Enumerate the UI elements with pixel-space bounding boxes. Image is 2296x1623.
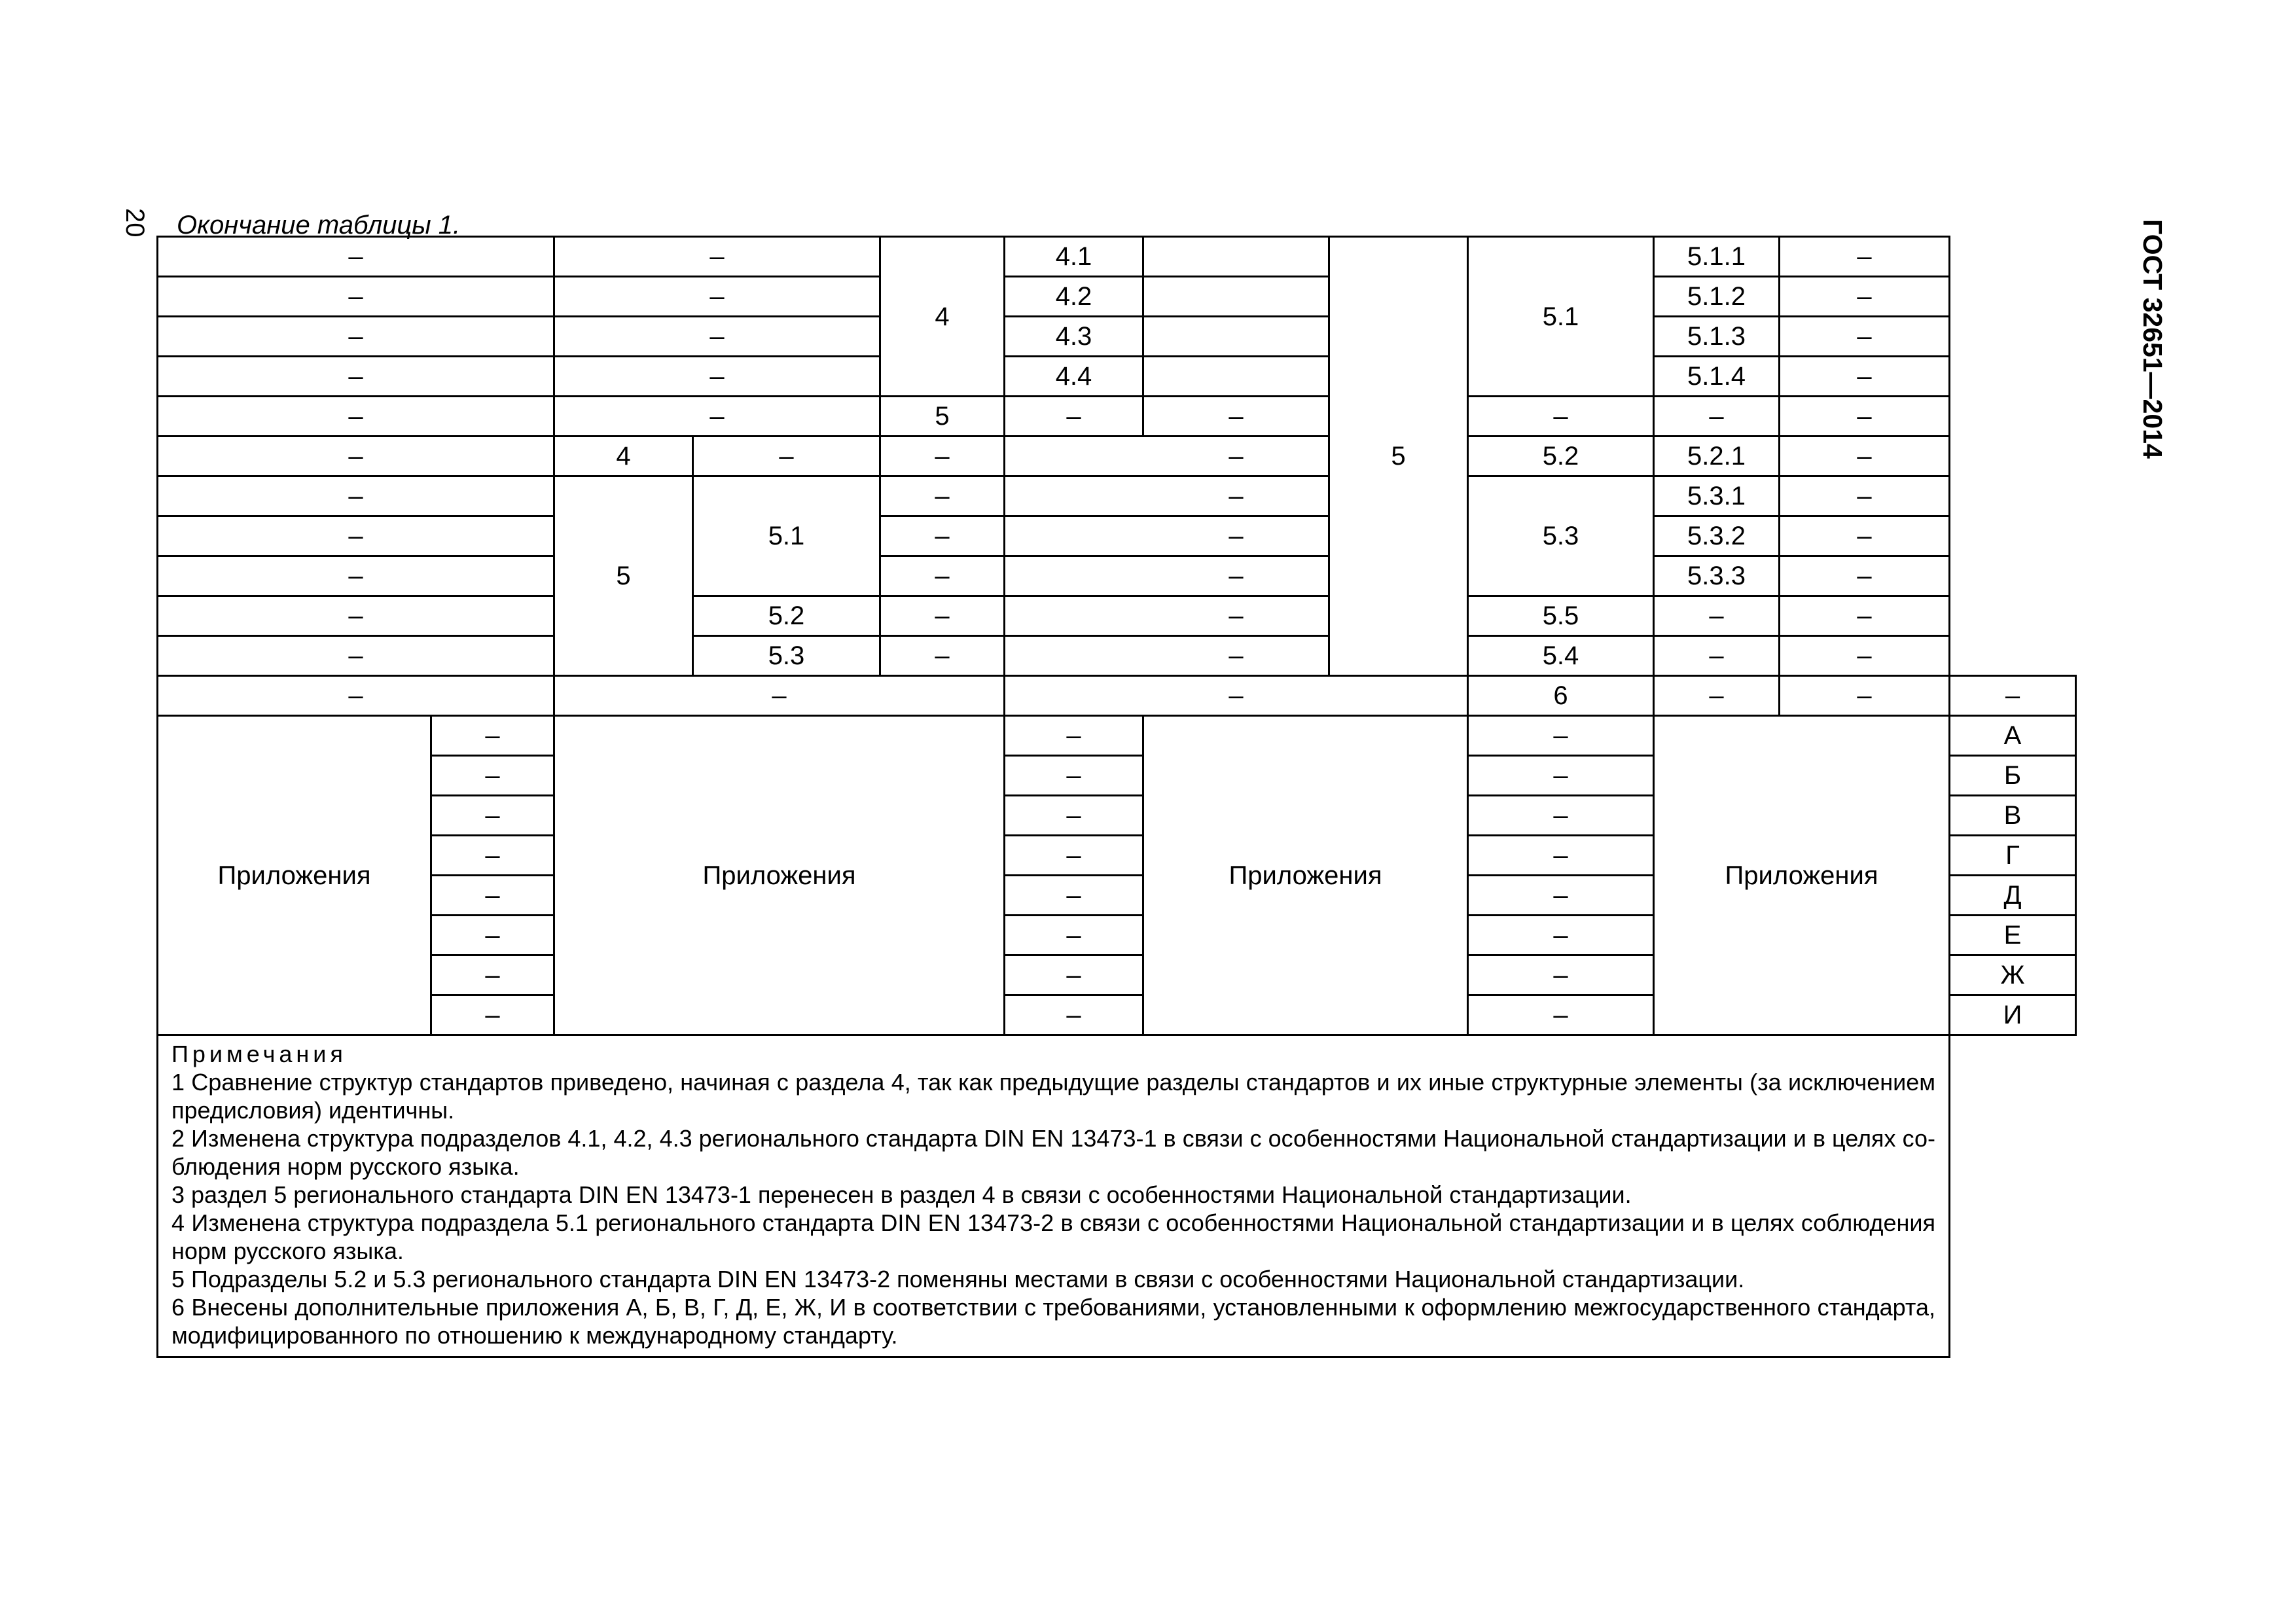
table-cell: 5.3.3 <box>1654 556 1780 596</box>
table-cell: – <box>431 796 554 836</box>
table-cell: – <box>1654 676 1780 716</box>
table-cell: – <box>431 836 554 876</box>
table-cell: – <box>431 756 554 796</box>
table-cell: – <box>158 596 554 636</box>
table-cell: 5.4 <box>1468 636 1654 676</box>
table-cell: – <box>880 437 1005 476</box>
table-cell: 5.1.3 <box>1654 317 1780 357</box>
table-cell: – <box>1468 756 1654 796</box>
table-cell: – <box>880 596 1005 636</box>
appendix-label-cell: Приложения <box>1654 716 1950 1035</box>
table-caption: Окончание таблицы 1. <box>177 211 461 240</box>
table-cell: – <box>554 397 880 437</box>
table-cell: – <box>1468 836 1654 876</box>
table-cell: – <box>158 277 554 317</box>
table-cell: – <box>1780 237 1950 277</box>
note-item: 4 Изменена структура подраздела 5.1 регионального стандарта DIN EN 13473-2 в связи с особенностями Национальной стандартизации и в целях соблюдения норм русского языка. <box>171 1209 1935 1264</box>
table-row <box>158 556 2076 596</box>
table-cell: – <box>554 317 880 357</box>
appendix-letter-cell: Д <box>1950 876 2076 916</box>
table-cell: – <box>1468 716 1654 756</box>
comparison-table <box>156 236 2077 1358</box>
table-cell: – <box>1005 876 1143 916</box>
table-cell: – <box>1780 676 1950 716</box>
note-item: 5 Подразделы 5.2 и 5.3 регионального стандарта DIN EN 13473-2 поменяны местами в связи с особенностями Национальной стандартизации. <box>171 1266 1745 1293</box>
appendix-letter-cell: В <box>1950 796 2076 836</box>
table-cell: – <box>1468 397 1654 437</box>
table-cell: – <box>158 317 554 357</box>
table-cell: – <box>880 476 1005 516</box>
table-cell: 5.3 <box>693 636 880 676</box>
table-row <box>158 716 2076 756</box>
table-cell: – <box>158 636 554 676</box>
table-cell: – <box>1780 437 1950 476</box>
table-row <box>158 596 2076 636</box>
table-cell: – <box>431 716 554 756</box>
table-cell: – <box>1654 636 1780 676</box>
table-cell: – <box>1950 676 2076 716</box>
table-cell: – <box>1780 596 1950 636</box>
table-cell: – <box>158 556 554 596</box>
appendix-letter-cell: А <box>1950 716 2076 756</box>
table-cell: 5.2 <box>1468 437 1654 476</box>
table-cell: – <box>1005 556 1468 596</box>
table-cell: 5.1.4 <box>1654 357 1780 397</box>
table-cell: 4.1 <box>1005 237 1143 277</box>
table-cell: – <box>880 556 1005 596</box>
table-cell: 4 <box>554 437 693 476</box>
table-cell: – <box>158 676 554 716</box>
note-item: 1 Сравнение структур стандартов приведено, начиная с раздела 4, так как предыдущие разделы стандартов и их иные структурные элементы (за исключением предисловия) идентичны. <box>171 1069 1935 1124</box>
table-cell: 5.5 <box>1468 596 1654 636</box>
table-cell: – <box>1780 636 1950 676</box>
table-cell: 5.1.1 <box>1654 237 1780 277</box>
table-cell: – <box>554 357 880 397</box>
table-cell: – <box>1654 397 1780 437</box>
table-cell: – <box>1005 476 1468 516</box>
table-row <box>158 476 2076 516</box>
table-cell: 5.3.2 <box>1654 516 1780 556</box>
table-cell: – <box>1005 916 1143 955</box>
table-cell: – <box>158 397 554 437</box>
table-cell: – <box>1780 397 1950 437</box>
table-cell: – <box>1654 596 1780 636</box>
table-cell: – <box>880 516 1005 556</box>
appendix-letter-cell: И <box>1950 995 2076 1035</box>
table-cell: – <box>1780 317 1950 357</box>
table-cell: – <box>1780 476 1950 516</box>
table-cell: – <box>1005 836 1143 876</box>
table-cell: – <box>1005 676 1468 716</box>
table-row <box>158 437 2076 476</box>
note-item: 3 раздел 5 регионального стандарта DIN EN 13473-1 перенесен в раздел 4 в связи с особенностями Национальной стандартизации. <box>171 1181 1632 1208</box>
table-cell <box>1143 357 1329 397</box>
table-cell: 5.1.2 <box>1654 277 1780 317</box>
table-row <box>158 237 2076 277</box>
appendix-letter-cell: Г <box>1950 836 2076 876</box>
table-cell: – <box>1780 357 1950 397</box>
notes-cell <box>158 1035 1950 1357</box>
appendix-label-cell: Приложения <box>554 716 1005 1035</box>
table-cell: – <box>1468 916 1654 955</box>
table-row <box>158 636 2076 676</box>
table-cell: 4.2 <box>1005 277 1143 317</box>
table-cell: 5 <box>1329 237 1468 676</box>
table-cell: 4.3 <box>1005 317 1143 357</box>
table-cell: – <box>554 237 880 277</box>
table-cell <box>1143 277 1329 317</box>
table-cell: 5.3.1 <box>1654 476 1780 516</box>
table-cell: 5.1 <box>1468 237 1654 397</box>
table-cell: – <box>1005 955 1143 995</box>
table-cell: – <box>1468 955 1654 995</box>
table-row <box>158 397 2076 437</box>
table-cell: – <box>1780 516 1950 556</box>
table-cell: – <box>431 995 554 1035</box>
table-cell: – <box>1005 756 1143 796</box>
table-cell: 5.1 <box>693 476 880 596</box>
notes-row <box>158 1035 2076 1357</box>
appendix-label-cell: Приложения <box>158 716 431 1035</box>
table-cell: – <box>1005 397 1143 437</box>
table-row <box>158 676 2076 716</box>
table-cell: – <box>693 437 880 476</box>
table-cell: – <box>158 516 554 556</box>
page-number: 20 <box>120 208 149 238</box>
table-cell: 5.2 <box>693 596 880 636</box>
note-item: 6 Внесены дополнительные приложения А, Б, В, Г, Д, Е, Ж, И в соответствии с требованиями, установленными к оформлению межгосударственного стандарта, модифицированного по отношению к международному стандарту. <box>171 1294 1935 1349</box>
table-cell: – <box>1468 796 1654 836</box>
table-cell: – <box>1005 636 1468 676</box>
appendix-letter-cell: Ж <box>1950 955 2076 995</box>
table-cell: – <box>554 676 1005 716</box>
table-cell: 4.4 <box>1005 357 1143 397</box>
table-cell: – <box>158 357 554 397</box>
table-cell: – <box>431 876 554 916</box>
table-cell: – <box>158 437 554 476</box>
table-cell: 5.3 <box>1468 476 1654 596</box>
table-cell: 5 <box>880 397 1005 437</box>
document-code: ГОСТ 32651—2014 <box>2138 219 2168 459</box>
table-cell: – <box>1005 596 1468 636</box>
table-cell: – <box>431 955 554 995</box>
table-cell: – <box>554 277 880 317</box>
table-cell: 6 <box>1468 676 1654 716</box>
table-cell: – <box>158 237 554 277</box>
table-cell: – <box>1005 716 1143 756</box>
table-cell: – <box>1468 876 1654 916</box>
table-row <box>158 357 2076 397</box>
table-cell: – <box>1780 277 1950 317</box>
table-cell <box>1143 237 1329 277</box>
table-cell: – <box>1005 437 1468 476</box>
table-cell: – <box>1143 397 1329 437</box>
table-cell: 5 <box>554 476 693 676</box>
table-cell: – <box>1780 556 1950 596</box>
appendix-letter-cell: Е <box>1950 916 2076 955</box>
table-cell <box>1143 317 1329 357</box>
table-cell: – <box>1468 995 1654 1035</box>
table-cell: 4 <box>880 237 1005 397</box>
appendix-label-cell: Приложения <box>1143 716 1468 1035</box>
table-cell: – <box>1005 796 1143 836</box>
notes-title: Примечания <box>171 1041 347 1067</box>
table-cell: – <box>431 916 554 955</box>
table-row <box>158 516 2076 556</box>
table-cell: – <box>1005 995 1143 1035</box>
appendix-letter-cell: Б <box>1950 756 2076 796</box>
table-row <box>158 317 2076 357</box>
table-cell: – <box>1005 516 1468 556</box>
table-cell: 5.2.1 <box>1654 437 1780 476</box>
table-cell: – <box>880 636 1005 676</box>
note-item: 2 Изменена структура подразделов 4.1, 4.2, 4.3 регионального стандарта DIN EN 13473-1 в связи с особенностями Национальной стандартизации и в целях со-блюдения норм русского языка. <box>171 1125 1935 1180</box>
table-row <box>158 277 2076 317</box>
table-cell: – <box>158 476 554 516</box>
